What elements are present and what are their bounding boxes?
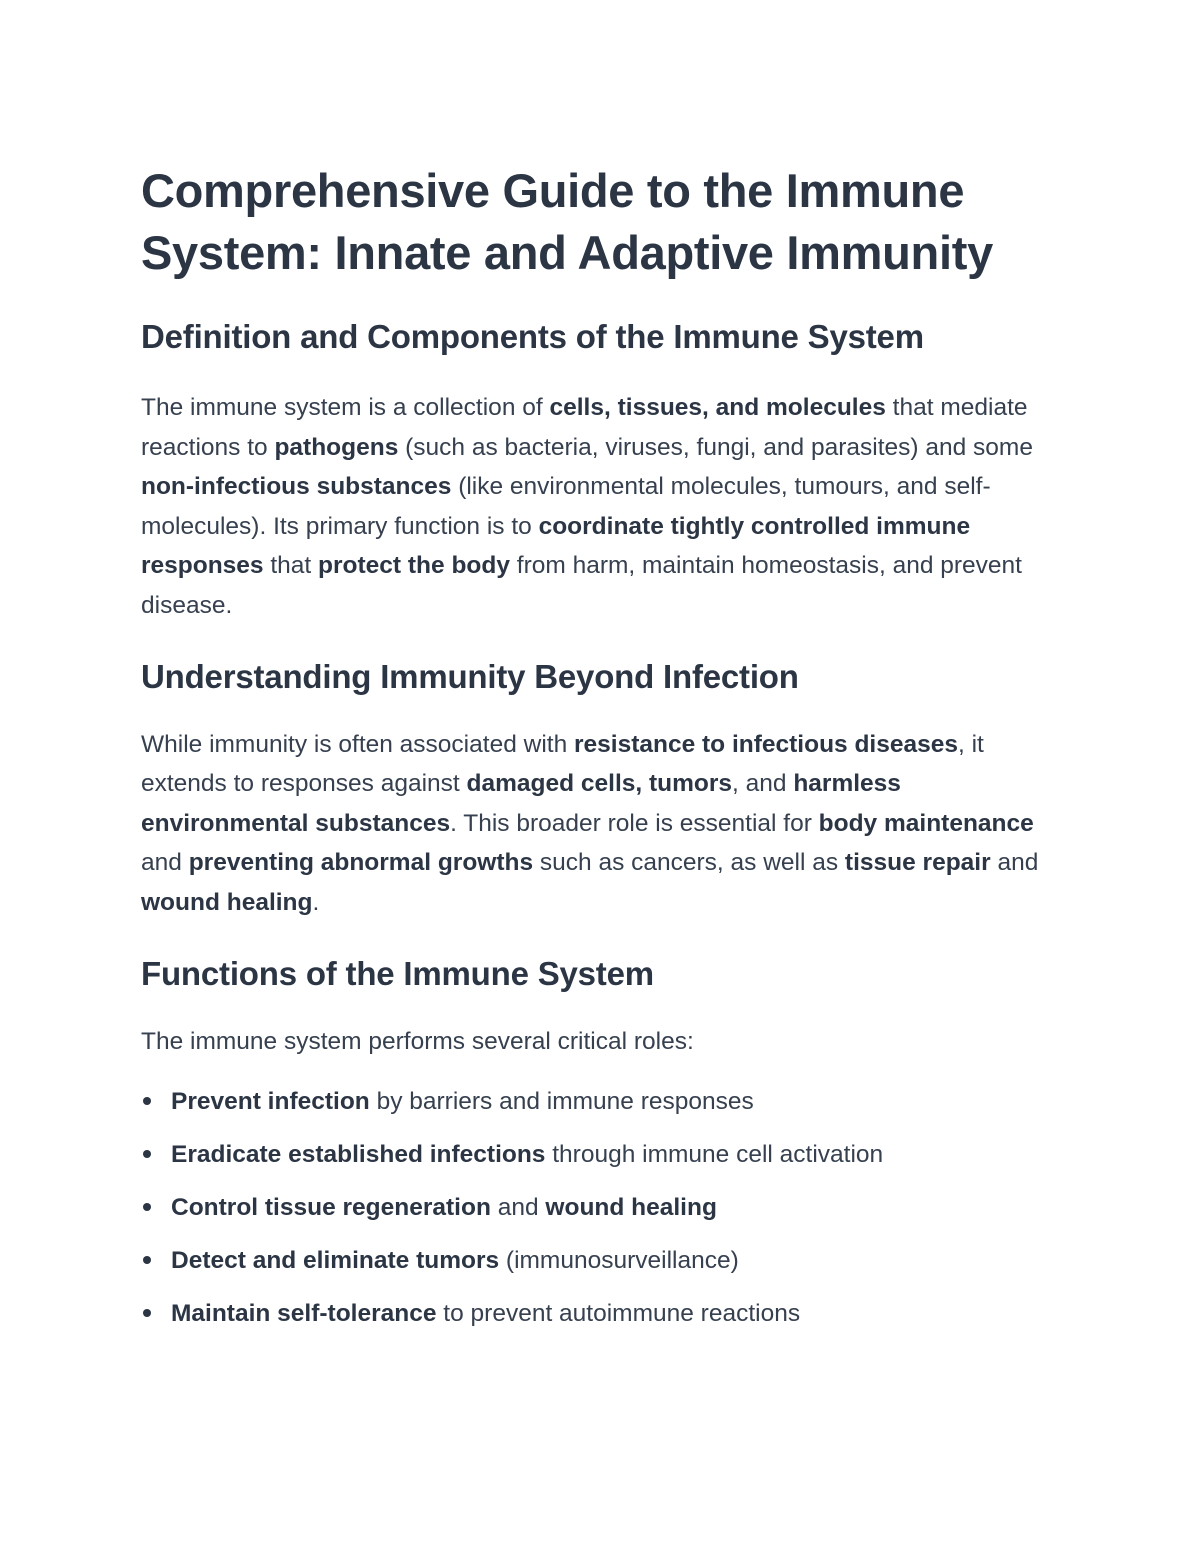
list-item [141,1075,1061,1128]
list-item [141,1128,1061,1181]
text-run: (immunosurveillance) [499,1247,739,1275]
bold-run: pathogens [274,433,399,461]
bold-run: preventing abnormal growths [188,849,534,877]
text-run: , and [732,770,794,798]
text-run: (like environmental molecules, tumours, and self-molecules). Its primary function is to [141,473,991,540]
document-page [141,160,1061,1340]
text-run: such as cancers, as well as [533,849,845,877]
bold-run: damaged cells, tumors [466,770,733,798]
text-run: to prevent autoimmune reactions [436,1300,801,1328]
bold-run: coordinate tightly controlled immune responses [141,512,971,580]
bullet-icon [143,1150,151,1158]
text-run: through immune cell activation [545,1141,884,1169]
page-title: Comprehensive Guide to the Immune System: Innate and Adaptive Immunity [141,164,993,279]
bullet-icon [143,1097,151,1105]
text-run: . This broader role is essential for [450,809,819,837]
text-run: , it extends to responses against [141,730,984,798]
bullet-icon [143,1309,151,1317]
functions-intro: The immune system performs several critical roles: [141,1027,694,1055]
bold-run: non-infectious substances [141,473,452,501]
bold-run: Control tissue regeneration [171,1194,491,1222]
bold-run: wound healing [141,888,313,916]
text-run: (such as bacteria, viruses, fungi, and parasites) and some [398,433,1033,461]
text-run: The immune system is a collection of [141,394,550,421]
section-heading-functions: Functions of the Immune System [141,954,654,992]
text-run: While immunity is often associated with [141,730,574,758]
bold-run: body maintenance [818,809,1034,837]
bold-run: tissue repair [844,849,991,877]
definition-paragraph [141,388,1061,626]
bullet-icon [143,1256,151,1264]
text-run: from harm, maintain homeostasis, and prevent disease. [141,552,1022,619]
bold-run: cells, tissues, and molecules [549,394,886,421]
bold-run: harmless environmental substances [141,770,901,837]
text-run: that mediate reactions to [141,394,1028,461]
text-run: and [990,849,1039,877]
text-run: that [263,552,319,580]
list-item [141,1234,1061,1287]
beyond-infection-paragraph [141,725,1061,923]
bullet-icon [143,1203,151,1211]
text-run: . [312,888,320,916]
bold-run: Prevent infection [171,1088,370,1116]
list-item [141,1287,1061,1340]
text-run: by barriers and immune responses [369,1088,754,1116]
bold-run: Detect and eliminate tumors [171,1247,500,1275]
section-heading-definition: Definition and Components of the Immune System [141,318,924,355]
list-item [141,1181,1061,1234]
bold-run: wound healing [545,1194,717,1222]
section-heading-beyond-infection: Understanding Immunity Beyond Infection [141,657,799,695]
bold-run: Eradicate established infections [171,1141,546,1169]
bold-run: protect the body [318,552,510,580]
functions-list [141,1075,1061,1340]
text-run: and [490,1194,546,1222]
bold-run: Maintain self-tolerance [171,1300,437,1328]
text-run: and [141,849,189,877]
bold-run: resistance to infectious diseases [574,730,958,758]
